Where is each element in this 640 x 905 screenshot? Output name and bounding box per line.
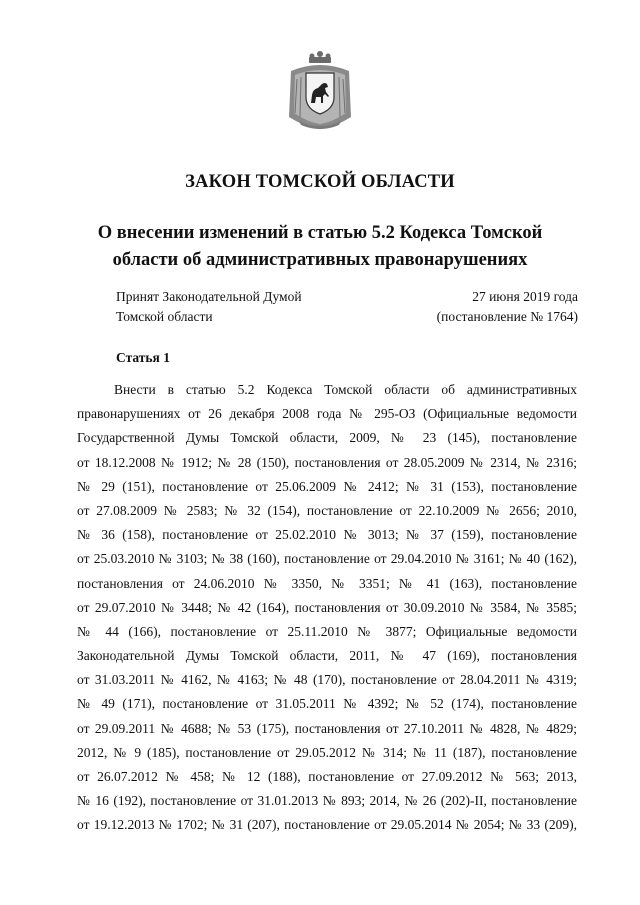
law-subtitle: [60, 220, 580, 274]
article-text-line: Законодательной Думы Томской области, 2011, № 47 (169), постановления: [77, 648, 577, 664]
article-text-line: от 29.09.2011 № 4688; № 53 (175), постановления от 27.10.2011 № 4828, № 4829;: [77, 720, 577, 736]
article-text-line: правонарушениях от 26 декабря 2008 года № 295-ОЗ (Официальные ведомости: [77, 406, 577, 422]
article-text-line: от 25.03.2010 № 3103; № 38 (160), постановление от 29.04.2010 № 3161; № 40 (162),: [77, 551, 577, 567]
article-text-line: 2012, № 9 (185), постановление от 29.05.2012 № 314; № 11 (187), постановление: [77, 744, 577, 760]
adopted-by-line: Принят Законодательной Думой: [116, 289, 302, 304]
article-heading: Статья 1: [116, 350, 170, 365]
coat-of-arms-icon: [285, 51, 355, 131]
page-title: ЗАКОН ТОМСКОЙ ОБЛАСТИ: [185, 172, 455, 192]
article-text-line: № 49 (171), постановление от 31.05.2011 № 4392; № 52 (174), постановление: [77, 696, 577, 712]
resolution-number: (постановление № 1764): [436, 309, 578, 324]
article-text-line: от 26.07.2012 № 458; № 12 (188), постановление от 27.09.2012 № 563; 2013,: [77, 769, 577, 784]
article-text-line: от 31.03.2011 № 4162, № 4163; № 48 (170), постановление от 28.04.2011 № 4319;: [77, 672, 577, 688]
article-text-line: № 29 (151), постановление от 25.06.2009 № 2412; № 31 (153), постановление: [77, 478, 577, 494]
adopted-by: [116, 287, 302, 327]
article-text-line: Внести в статью 5.2 Кодекса Томской области об административных: [114, 382, 577, 397]
article-text-line: от 27.08.2009 № 2583; № 32 (154), постановление от 22.10.2009 № 2656; 2010,: [77, 502, 577, 518]
article-text-line: постановления от 24.06.2010 № 3350, № 3351; № 41 (163), постановление: [77, 575, 577, 591]
subtitle-line: области об административных правонарушениях: [112, 250, 528, 270]
adoption-date: [437, 287, 578, 327]
adopted-by-line: Томской области: [116, 309, 213, 324]
article-text-line: от 18.12.2008 № 1912; № 28 (150), постановления от 28.05.2009 № 2314, № 2316;: [77, 454, 577, 470]
article-text-line: № 44 (166), постановление от 25.11.2010 № 3877; Официальные ведомости: [77, 623, 577, 639]
article-text-line: от 19.12.2013 № 1702; № 31 (207), постановление от 29.05.2014 № 2054; № 33 (209),: [77, 817, 577, 833]
article-text-line: от 29.07.2010 № 3448; № 42 (164), постановления от 30.09.2010 № 3584, № 3585;: [77, 599, 577, 615]
article-text-line: № 36 (158), постановление от 25.02.2010 № 3013; № 37 (159), постановление: [77, 527, 577, 543]
article-text-line: Государственной Думы Томской области, 2009, № 23 (145), постановление: [77, 430, 577, 446]
adoption-date-line: 27 июня 2019 года: [472, 289, 578, 304]
subtitle-line: О внесении изменений в статью 5.2 Кодекса Томской: [97, 223, 543, 243]
article-body: [77, 378, 577, 838]
article-text-line: № 16 (192), постановление от 31.01.2013 № 893; 2014, № 26 (202)-II, постановление: [77, 793, 577, 809]
